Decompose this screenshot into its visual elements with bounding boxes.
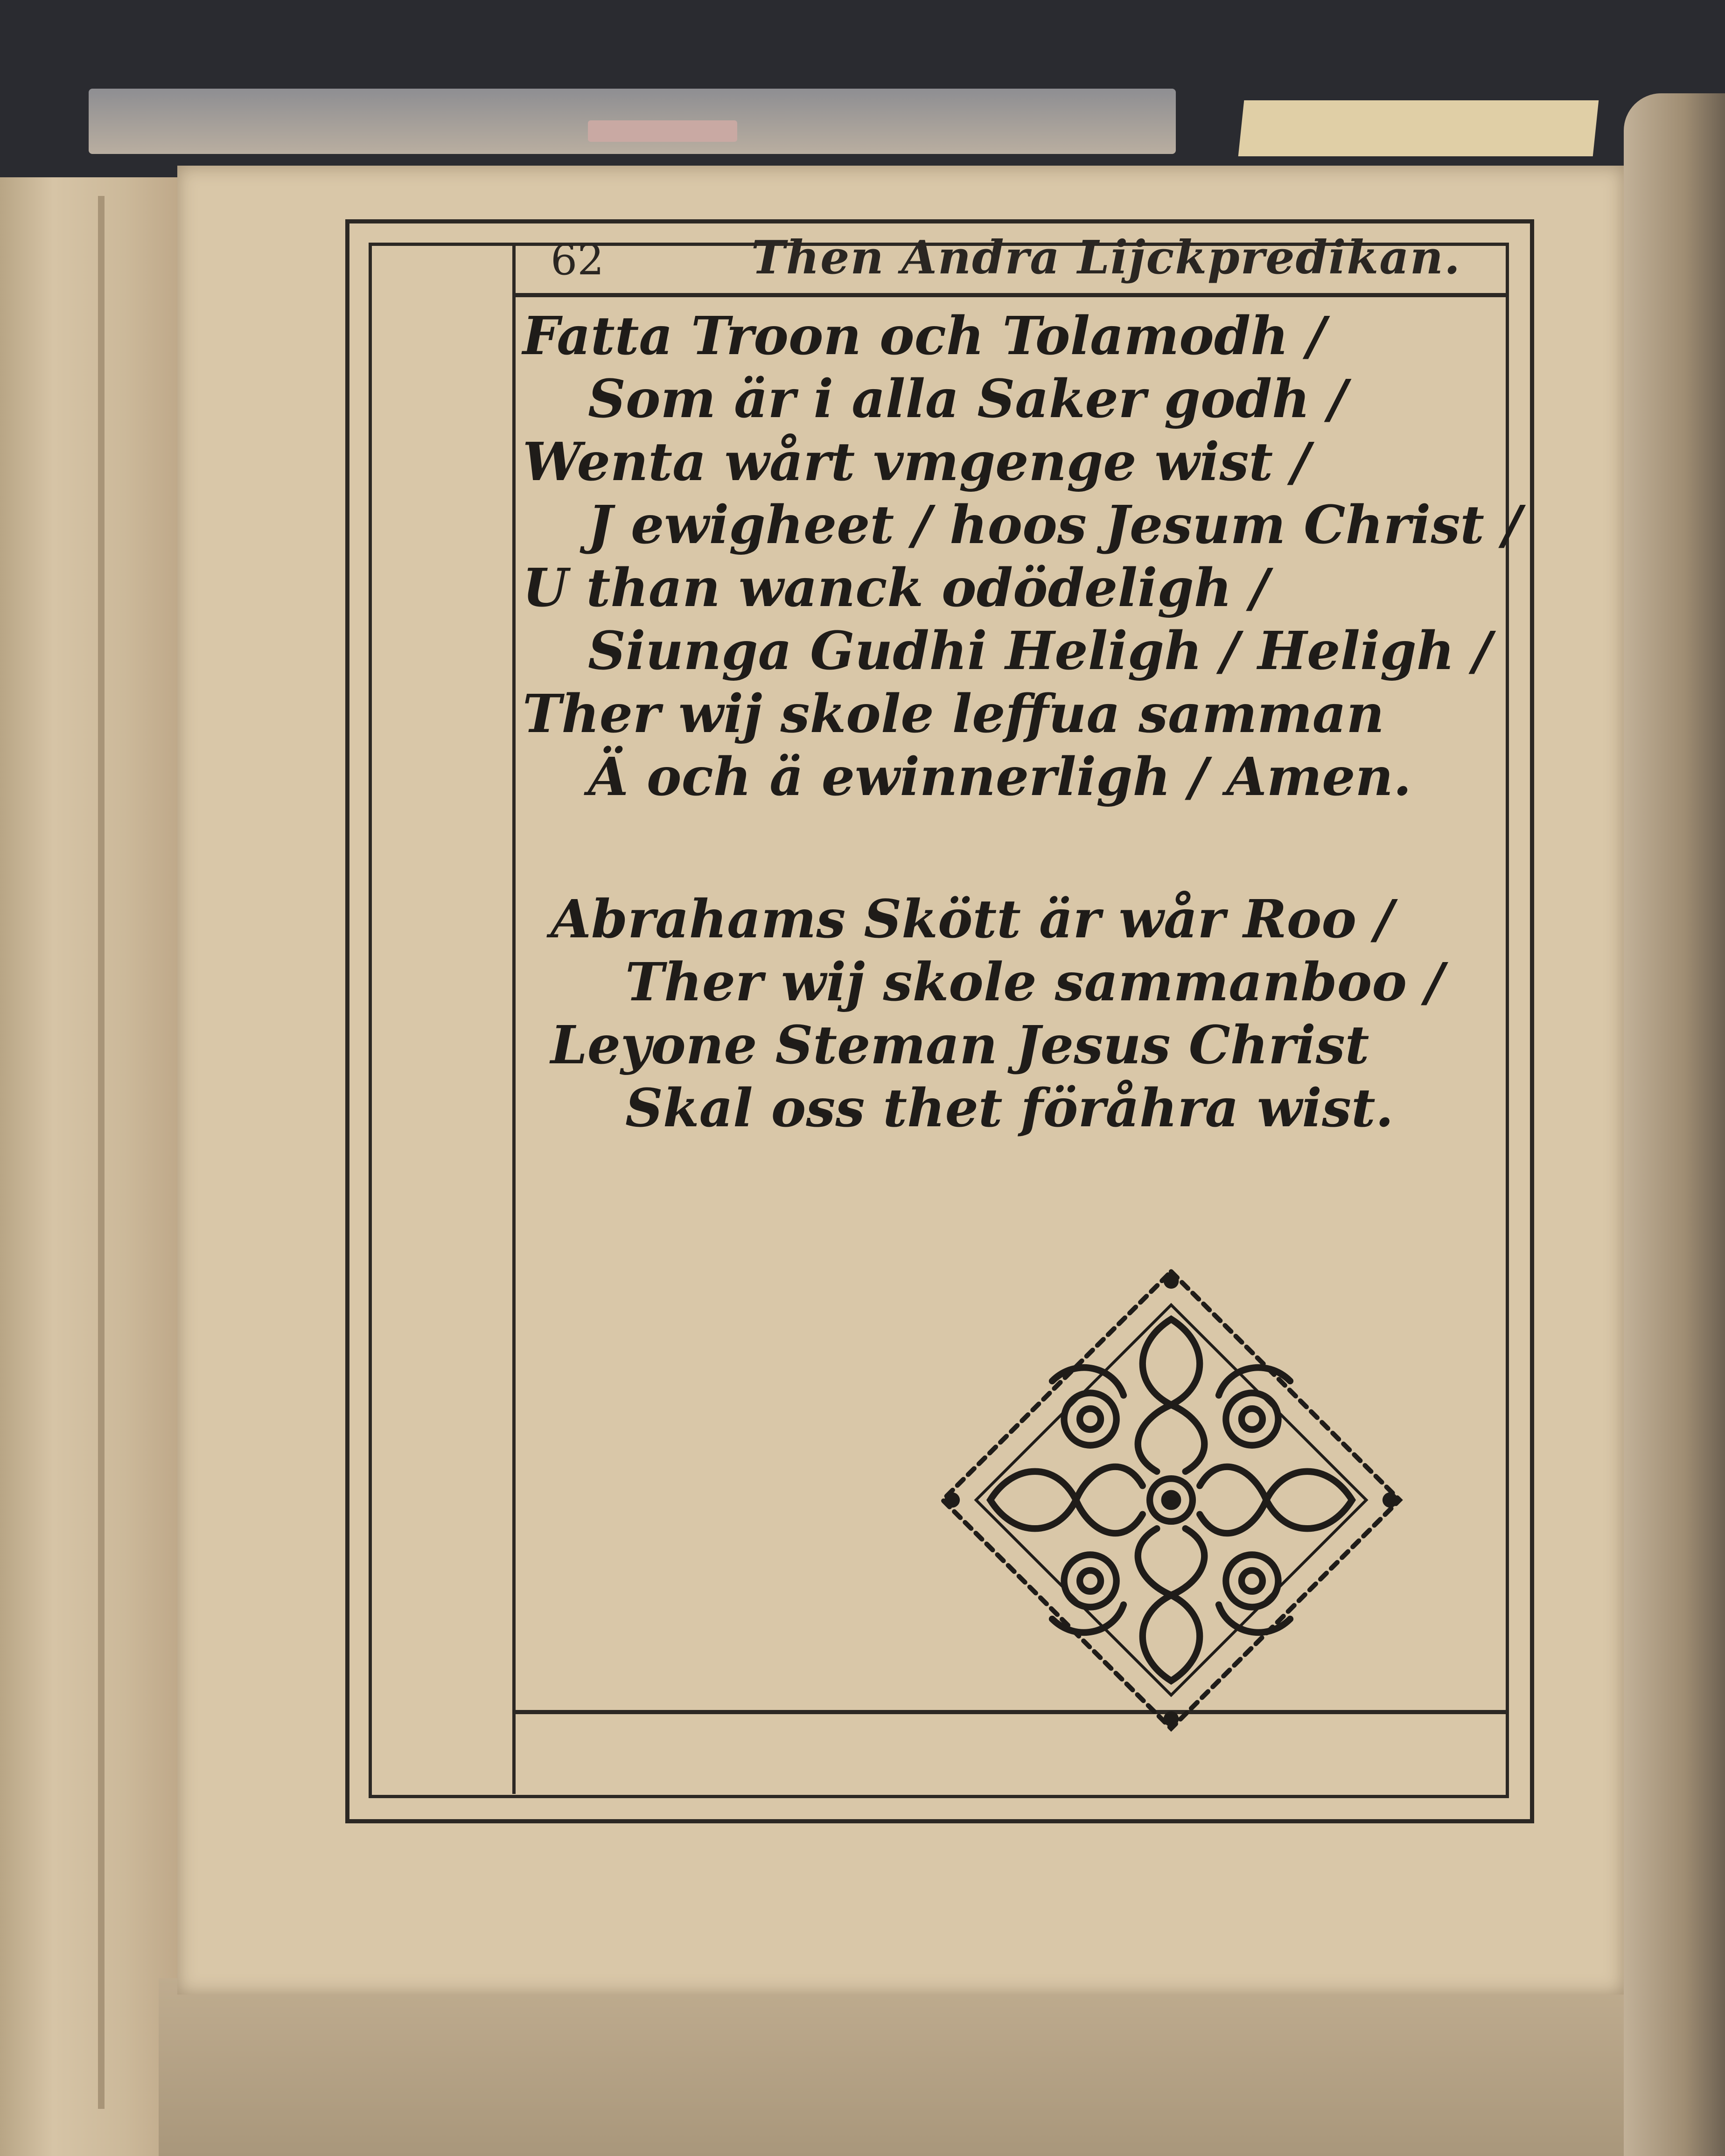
right-page-curl — [1624, 93, 1725, 2156]
margin-column-rule — [512, 243, 516, 1794]
running-head: Then Andra Lijckpredikan. — [751, 231, 1461, 285]
printed-page — [177, 166, 1624, 1995]
diamond-ornament-icon — [933, 1262, 1409, 1738]
verse-line: Ther wij skole leffua samman — [523, 684, 1384, 745]
header-rule — [512, 293, 1506, 297]
verse-line: Leyone Steman Jesus Christ — [551, 1015, 1369, 1076]
book-stack-label — [588, 120, 737, 142]
paper-tab — [1238, 100, 1599, 156]
verse-line: Fatta Troon och Tolamodh / — [523, 306, 1326, 367]
left-page-edges — [0, 177, 177, 2156]
bottom-page-stack — [159, 1978, 1624, 2156]
verse-line: Som är i alla Saker godh / — [588, 369, 1348, 430]
verse-line: Ä och ä ewinnerligh / Amen. — [588, 747, 1411, 808]
page-edge-line — [98, 196, 105, 2109]
verse-line: U than wanck odödeligh / — [523, 558, 1270, 619]
verse-line: Abrahams Skött är wår Roo / — [551, 889, 1394, 950]
verse-line: Siunga Gudhi Heligh / Heligh / — [588, 621, 1492, 682]
page-number: 62 — [551, 236, 604, 285]
verse-line: Ther wij skole sammanboo / — [625, 952, 1444, 1013]
verse-line: Skal oss thet föråhra wist. — [625, 1078, 1394, 1139]
verse-line: J ewigheet / hoos Jesum Christ / — [588, 495, 1522, 556]
verse-line: Wenta wårt vmgenge wist / — [523, 432, 1311, 493]
